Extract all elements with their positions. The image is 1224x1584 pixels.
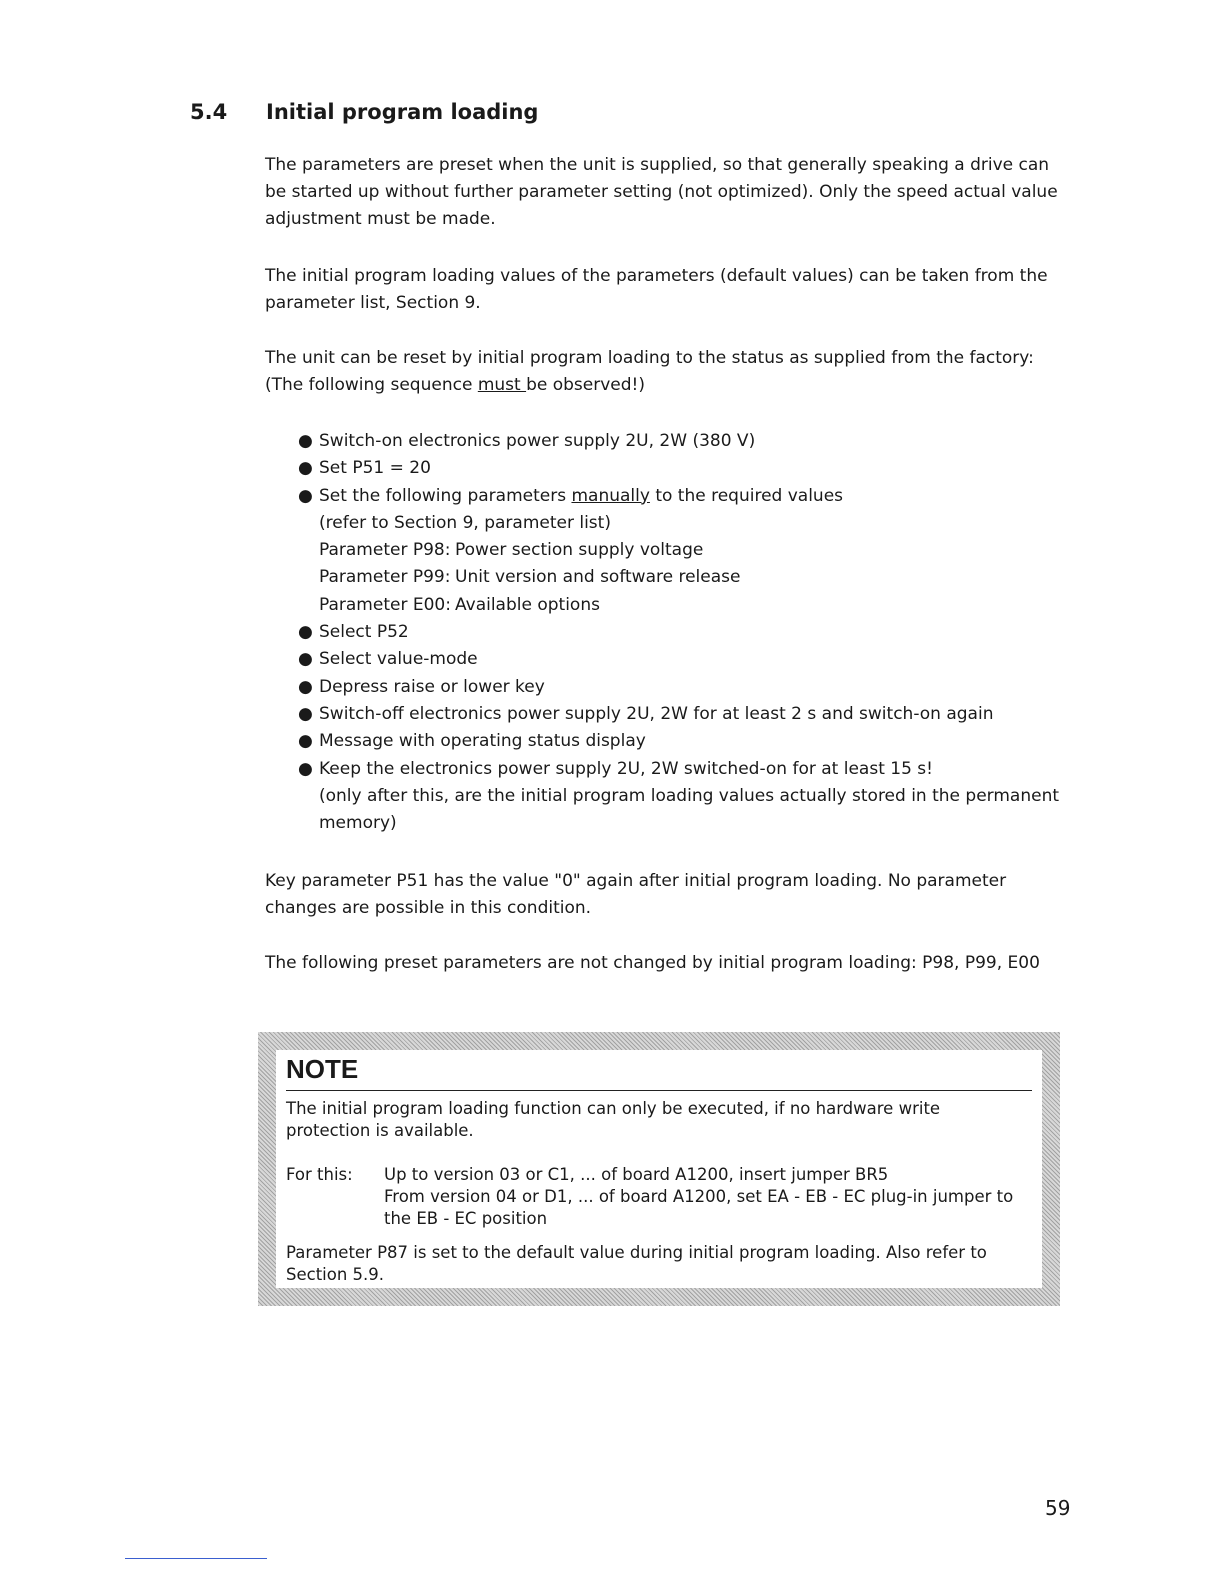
emphasis-must: must — [477, 375, 527, 395]
list-item — [298, 756, 1078, 838]
bullet-icon: ● — [298, 731, 313, 752]
bullet-icon: ● — [298, 649, 313, 670]
paragraph-default-values: The initial program loading values of the parameters (default values) can be taken from the parameter list, Section 9. — [265, 266, 1048, 313]
bullet-icon: ● — [298, 622, 313, 643]
step-text: Switch-off electronics power supply 2U, 2W for at least 2 s and switch-on again — [319, 703, 994, 724]
section-number: 5.4 — [190, 100, 228, 124]
bullet-icon: ● — [298, 676, 313, 697]
parameter-description: Power section supply voltage — [455, 540, 704, 561]
note-text-p87: Parameter P87 is set to the default value during initial program loading. Also refer to Section 5.9. — [286, 1243, 987, 1284]
parameter-name: Parameter P99: — [319, 567, 451, 588]
list-item — [298, 701, 1078, 728]
page-number: 59 — [1045, 1496, 1071, 1520]
step-note: (only after this, are the initial program loading values actually stored in the permanent memory) — [319, 785, 1060, 834]
paragraph-reset-line2-pre: (The following sequence — [265, 375, 478, 395]
paragraph-preset-unchanged: The following preset parameters are not changed by initial program loading: P98, P99, E00 — [265, 953, 1040, 973]
note-for-label: For this: — [286, 1165, 353, 1184]
note-title: NOTE — [286, 1054, 359, 1084]
bullet-icon: ● — [298, 703, 313, 724]
paragraph-reset — [265, 345, 1065, 399]
step-text: to the required values — [649, 485, 844, 506]
parameter-description: Unit version and software release — [455, 567, 741, 588]
list-item — [298, 619, 1078, 646]
paragraph-preset: The parameters are preset when the unit is supplied, so that generally speaking a drive can be started up without further parameter setting (not optimized). Only the speed actual value adjustment must be made. — [265, 155, 1058, 229]
step-text: Depress raise or lower key — [319, 676, 545, 697]
paragraph-reset-line1: The unit can be reset by initial program loading to the status as supplied from the factory: — [265, 348, 1034, 368]
note-for-line: From version 04 or D1, ... of board A1200, set EA - EB - EC plug-in jumper to the EB - EC position — [384, 1187, 1014, 1228]
step-text: Select value-mode — [319, 649, 478, 670]
list-item — [298, 483, 1078, 619]
note-for-line: Up to version 03 or C1, ... of board A1200, insert jumper BR5 — [384, 1165, 889, 1184]
parameter-line — [319, 537, 1078, 564]
section-title: Initial program loading — [266, 100, 539, 124]
list-item — [298, 728, 1078, 755]
note-text-protection: The initial program loading function can only be executed, if no hardware write protection is available. — [286, 1099, 941, 1140]
procedure-steps — [298, 428, 1078, 837]
step-reference: (refer to Section 9, parameter list) — [319, 512, 611, 533]
step-text: Set P51 = 20 — [319, 458, 431, 479]
step-text: Keep the electronics power supply 2U, 2W switched-on for at least 15 s! — [319, 758, 933, 779]
step-text: Set the following parameters — [319, 485, 572, 506]
note-content — [276, 1050, 1042, 1288]
footer-divider — [125, 1558, 267, 1559]
list-item — [298, 646, 1078, 673]
bullet-icon: ● — [298, 485, 313, 506]
paragraph-reset-line2-post: be observed!) — [526, 375, 645, 395]
note-divider — [286, 1090, 1032, 1091]
step-text: Select P52 — [319, 622, 409, 643]
parameter-description: Available options — [455, 594, 600, 615]
step-text: Message with operating status display — [319, 731, 646, 752]
bullet-icon: ● — [298, 458, 313, 479]
list-item — [298, 455, 1078, 482]
parameter-name: Parameter P98: — [319, 540, 451, 561]
list-item — [298, 674, 1078, 701]
paragraph-key-parameter: Key parameter P51 has the value "0" again after initial program loading. No parameter changes are possible in this condition. — [265, 871, 1007, 918]
parameter-line — [319, 564, 1078, 591]
emphasis-manually: manually — [571, 485, 650, 506]
note-for-lines — [384, 1164, 1024, 1230]
parameter-line — [319, 592, 1078, 619]
parameter-name: Parameter E00: — [319, 594, 451, 615]
list-item — [298, 428, 1078, 455]
note-box — [258, 1032, 1060, 1306]
bullet-icon: ● — [298, 758, 313, 779]
bullet-icon: ● — [298, 431, 313, 451]
step-text: Switch-on electronics power supply 2U, 2W (380 V) — [319, 431, 756, 451]
